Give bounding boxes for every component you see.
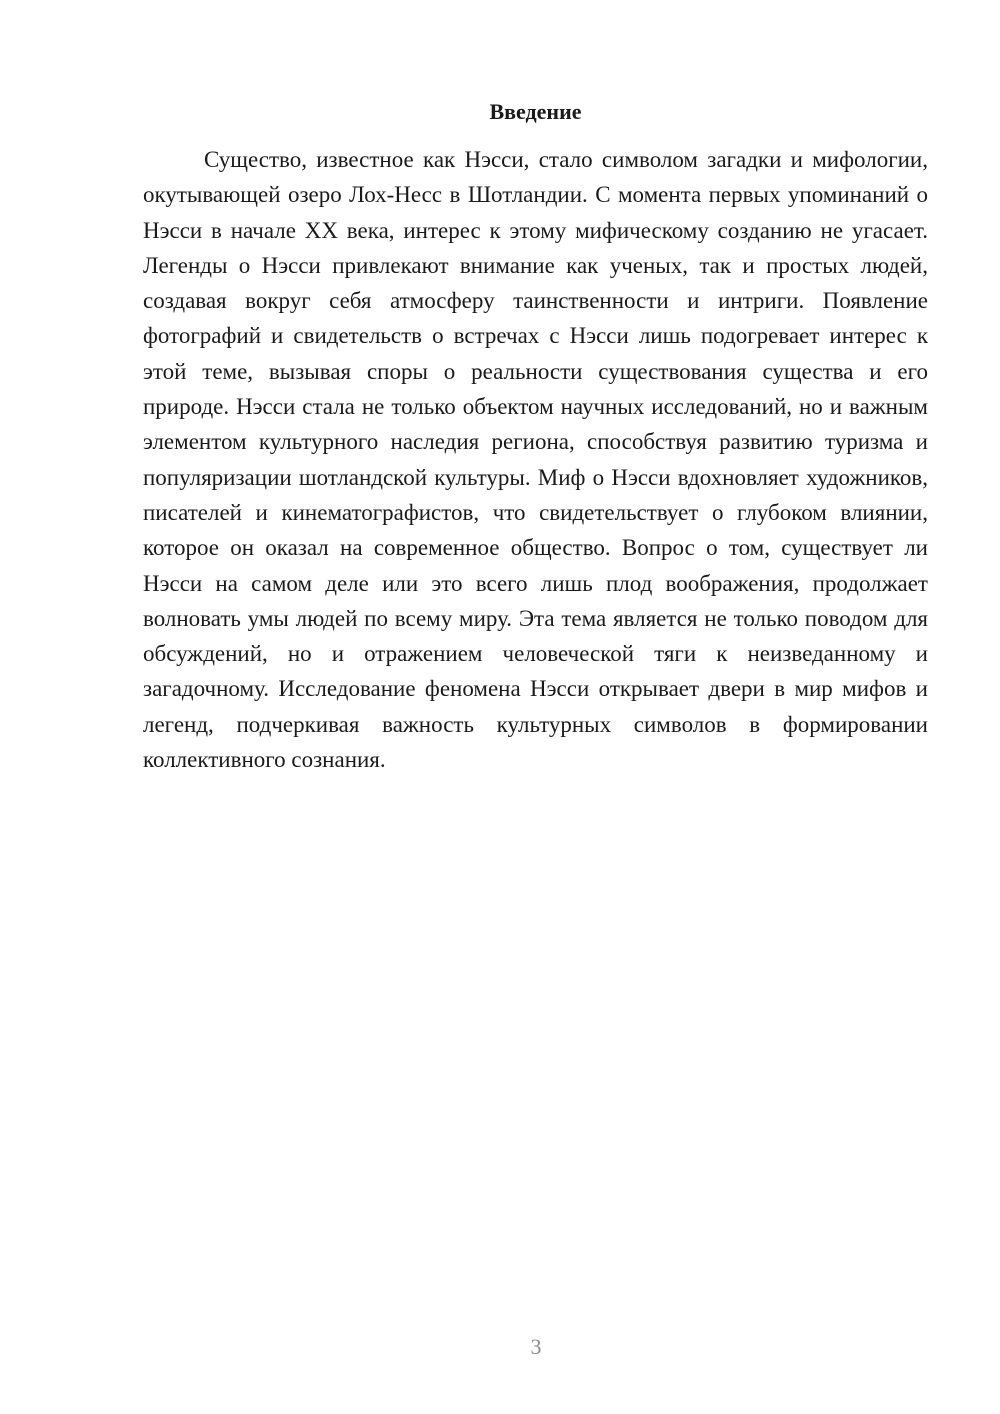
section-heading: Введение [489, 99, 582, 124]
body-paragraph: Существо, известное как Нэсси, стало символом загадки и мифологии, окутывающей озеро Лох-Несс в Шотландии. С момента первых упоминаний о Нэсси в начале XX века, интерес к этому мифическому созданию не угасает. Легенды о Нэсси привлекают внимание как ученых, так и простых людей, создавая вокруг себя атмосферу таинственности и интриги. Появление фотографий и свидетельств о встречах с Нэсси лишь подогревает интерес к этой теме, вызывая споры о реальности существования существа и его природе. Нэсси стала не только объектом научных исследований, но и важным элементом культурного наследия региона, способствуя развитию туризма и популяризации шотландской культуры. Миф о Нэсси вдохновляет художников, писателей и кинематографистов, что свидетельствует о глубоком влиянии, которое он оказал на современное общество. Вопрос о том, существует ли Нэсси на самом деле или это всего лишь плод воображения, продолжает волновать умы людей по всему миру. Эта тема является не только поводом для обсуждений, но и отражением человеческой тяги к неизведанному и загадочному. Исследование феномена Нэсси открывает двери в мир мифов и легенд, подчеркивая важность культурных символов в формировании коллективного сознания. [143, 147, 928, 773]
page-number: 3 [530, 1334, 542, 1359]
